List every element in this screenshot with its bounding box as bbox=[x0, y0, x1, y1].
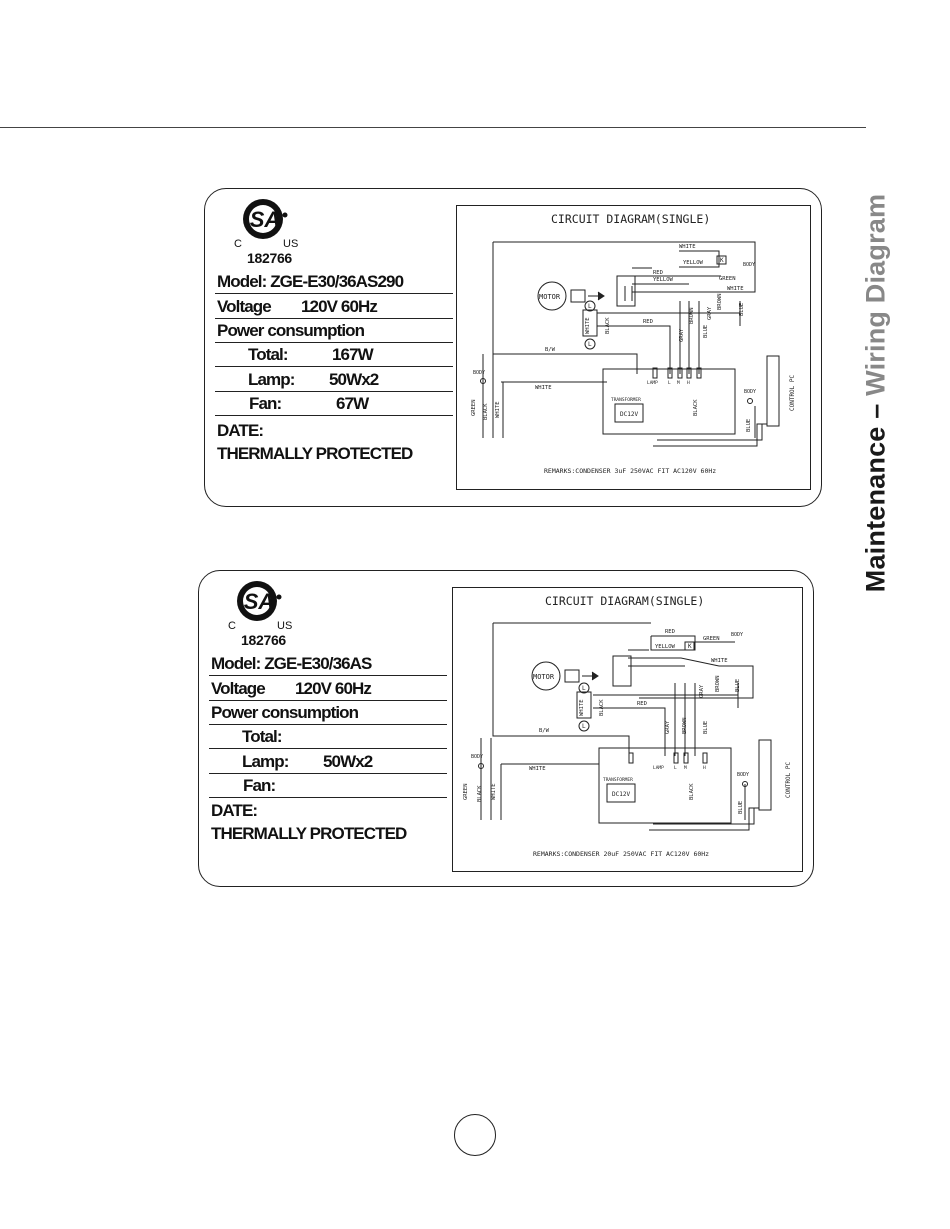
section-title-main: Maintenance – bbox=[860, 395, 891, 592]
diagram-remarks: REMARKS:CONDENSER 3uF 250VAC FIT AC120V 60Hz bbox=[544, 467, 717, 475]
lamp-row: Lamp: 50Wx2 bbox=[209, 749, 447, 774]
csa-logo bbox=[225, 577, 325, 633]
diagram-remarks: REMARKS:CONDENSER 20uF 250VAC FIT AC120V 60Hz bbox=[533, 850, 710, 858]
power-consumption-row: Power consumption bbox=[209, 700, 447, 725]
svg-text:WHITE: WHITE bbox=[585, 317, 591, 334]
svg-text:BLUE: BLUE bbox=[738, 800, 744, 814]
svg-text:GREEN: GREEN bbox=[703, 636, 720, 642]
svg-text:YELLOW: YELLOW bbox=[683, 260, 703, 266]
svg-text:BROWN: BROWN bbox=[682, 717, 688, 734]
svg-text:WHITE: WHITE bbox=[535, 385, 552, 391]
svg-text:BODY: BODY bbox=[471, 754, 484, 760]
svg-text:BODY: BODY bbox=[744, 389, 757, 395]
model-row: Model: ZGE-E30/36AS bbox=[209, 651, 447, 676]
svg-text:C: C bbox=[228, 620, 236, 632]
date-label: DATE: bbox=[217, 421, 264, 440]
svg-text:C: C bbox=[234, 238, 242, 250]
svg-text:BLUE: BLUE bbox=[735, 678, 741, 692]
total-row: Total: 167W bbox=[215, 342, 453, 367]
rating-label-2 bbox=[198, 570, 814, 887]
svg-text:WHITE: WHITE bbox=[727, 286, 744, 292]
svg-text:BLACK: BLACK bbox=[605, 317, 611, 334]
svg-text:BLACK: BLACK bbox=[693, 399, 699, 416]
svg-text:WHITE: WHITE bbox=[679, 244, 696, 250]
svg-text:GRAY: GRAY bbox=[707, 306, 713, 320]
fan-row: Fan: 67W bbox=[215, 391, 453, 416]
svg-text:US: US bbox=[277, 620, 293, 632]
diagram-title: CIRCUIT DIAGRAM(SINGLE) bbox=[545, 594, 705, 608]
thermal-label: THERMALLY PROTECTED bbox=[211, 824, 407, 843]
svg-text:RED: RED bbox=[665, 629, 675, 635]
power-consumption-row: Power consumption bbox=[215, 318, 453, 343]
svg-text:TRANSFORMER: TRANSFORMER bbox=[611, 398, 641, 403]
fan-row: Fan: bbox=[209, 773, 447, 798]
svg-text:YELLOW: YELLOW bbox=[653, 277, 673, 283]
svg-text:MOTOR: MOTOR bbox=[539, 293, 561, 301]
svg-text:BLACK: BLACK bbox=[689, 783, 695, 800]
svg-text:GREEN: GREEN bbox=[719, 276, 736, 282]
svg-text:CONTROL PC: CONTROL PC bbox=[785, 761, 792, 798]
svg-text:WHITE: WHITE bbox=[495, 401, 501, 418]
svg-text:WHITE: WHITE bbox=[529, 766, 546, 772]
voltage-row: Voltage 120V 60Hz bbox=[209, 676, 447, 701]
svg-text:RED: RED bbox=[637, 701, 647, 707]
svg-text:SA: SA bbox=[249, 207, 281, 232]
lamp-row: Lamp: 50Wx2 bbox=[215, 367, 453, 392]
svg-text:GRAY: GRAY bbox=[699, 684, 705, 698]
svg-text:BODY: BODY bbox=[737, 772, 750, 778]
circuit-diagram bbox=[456, 205, 811, 490]
cert-number: 182766 bbox=[247, 250, 292, 266]
svg-text:L: L bbox=[588, 303, 592, 310]
svg-text:L: L bbox=[582, 685, 586, 692]
svg-text:M: M bbox=[677, 381, 680, 386]
csa-logo bbox=[231, 195, 331, 251]
svg-text:RED: RED bbox=[643, 319, 653, 325]
svg-text:K: K bbox=[688, 643, 692, 650]
diagram-title: CIRCUIT DIAGRAM(SINGLE) bbox=[551, 212, 711, 226]
svg-text:K: K bbox=[720, 257, 724, 264]
svg-text:BODY: BODY bbox=[731, 632, 744, 638]
svg-text:SA: SA bbox=[243, 589, 275, 614]
svg-text:BLUE: BLUE bbox=[703, 720, 709, 734]
svg-text:WHITE: WHITE bbox=[579, 699, 585, 716]
svg-text:BLACK: BLACK bbox=[483, 403, 489, 420]
svg-text:BODY: BODY bbox=[743, 262, 756, 268]
svg-text:H: H bbox=[703, 766, 706, 771]
svg-text:BLACK: BLACK bbox=[477, 785, 483, 802]
svg-text:WHITE: WHITE bbox=[491, 783, 497, 800]
svg-text:BROWN: BROWN bbox=[715, 675, 721, 692]
svg-text:TRANSFORMER: TRANSFORMER bbox=[603, 778, 633, 783]
svg-text:GREEN: GREEN bbox=[463, 783, 469, 800]
svg-text:B/W: B/W bbox=[545, 347, 555, 353]
voltage-row: Voltage 120V 60Hz bbox=[215, 294, 453, 319]
svg-text:GRAY: GRAY bbox=[665, 720, 671, 734]
header-rule bbox=[0, 127, 866, 128]
svg-text:CONTROL PC: CONTROL PC bbox=[789, 374, 796, 411]
svg-text:M: M bbox=[684, 766, 687, 771]
svg-text:L: L bbox=[582, 723, 586, 730]
svg-text:BLUE: BLUE bbox=[746, 418, 752, 432]
svg-text:BODY: BODY bbox=[473, 370, 486, 376]
thermal-label: THERMALLY PROTECTED bbox=[217, 444, 413, 463]
rating-label-1 bbox=[204, 188, 822, 507]
svg-text:BLACK: BLACK bbox=[599, 699, 605, 716]
svg-text:GREEN: GREEN bbox=[471, 399, 477, 416]
model-row: Model: ZGE-E30/36AS290 bbox=[215, 269, 453, 294]
svg-text:L: L bbox=[668, 381, 671, 386]
svg-text:WHITE: WHITE bbox=[711, 658, 728, 664]
svg-text:BLUE: BLUE bbox=[703, 324, 709, 338]
svg-text:L: L bbox=[674, 766, 677, 771]
svg-text:YELLOW: YELLOW bbox=[655, 644, 675, 650]
svg-text:BROWN: BROWN bbox=[689, 307, 695, 324]
svg-text:L: L bbox=[588, 341, 592, 348]
svg-text:DC12V: DC12V bbox=[620, 411, 639, 418]
svg-text:BLUE: BLUE bbox=[739, 302, 745, 316]
svg-text:B/W: B/W bbox=[539, 728, 549, 734]
svg-text:US: US bbox=[283, 238, 299, 250]
svg-text:RED: RED bbox=[653, 270, 663, 276]
svg-text:H: H bbox=[687, 381, 690, 386]
section-title-accent: Wiring Diagram bbox=[860, 193, 891, 396]
svg-text:BROWN: BROWN bbox=[717, 293, 723, 310]
svg-text:DC12V: DC12V bbox=[612, 791, 631, 798]
circuit-diagram bbox=[452, 587, 803, 872]
total-row: Total: bbox=[209, 724, 447, 749]
svg-text:LAMP: LAMP bbox=[647, 381, 658, 386]
page-number-circle bbox=[454, 1114, 496, 1156]
section-title bbox=[858, 165, 894, 620]
svg-text:MOTOR: MOTOR bbox=[533, 673, 555, 681]
svg-text:GRAY: GRAY bbox=[679, 328, 685, 342]
svg-text:LAMP: LAMP bbox=[653, 766, 664, 771]
date-label: DATE: bbox=[211, 801, 258, 820]
cert-number: 182766 bbox=[241, 632, 286, 648]
